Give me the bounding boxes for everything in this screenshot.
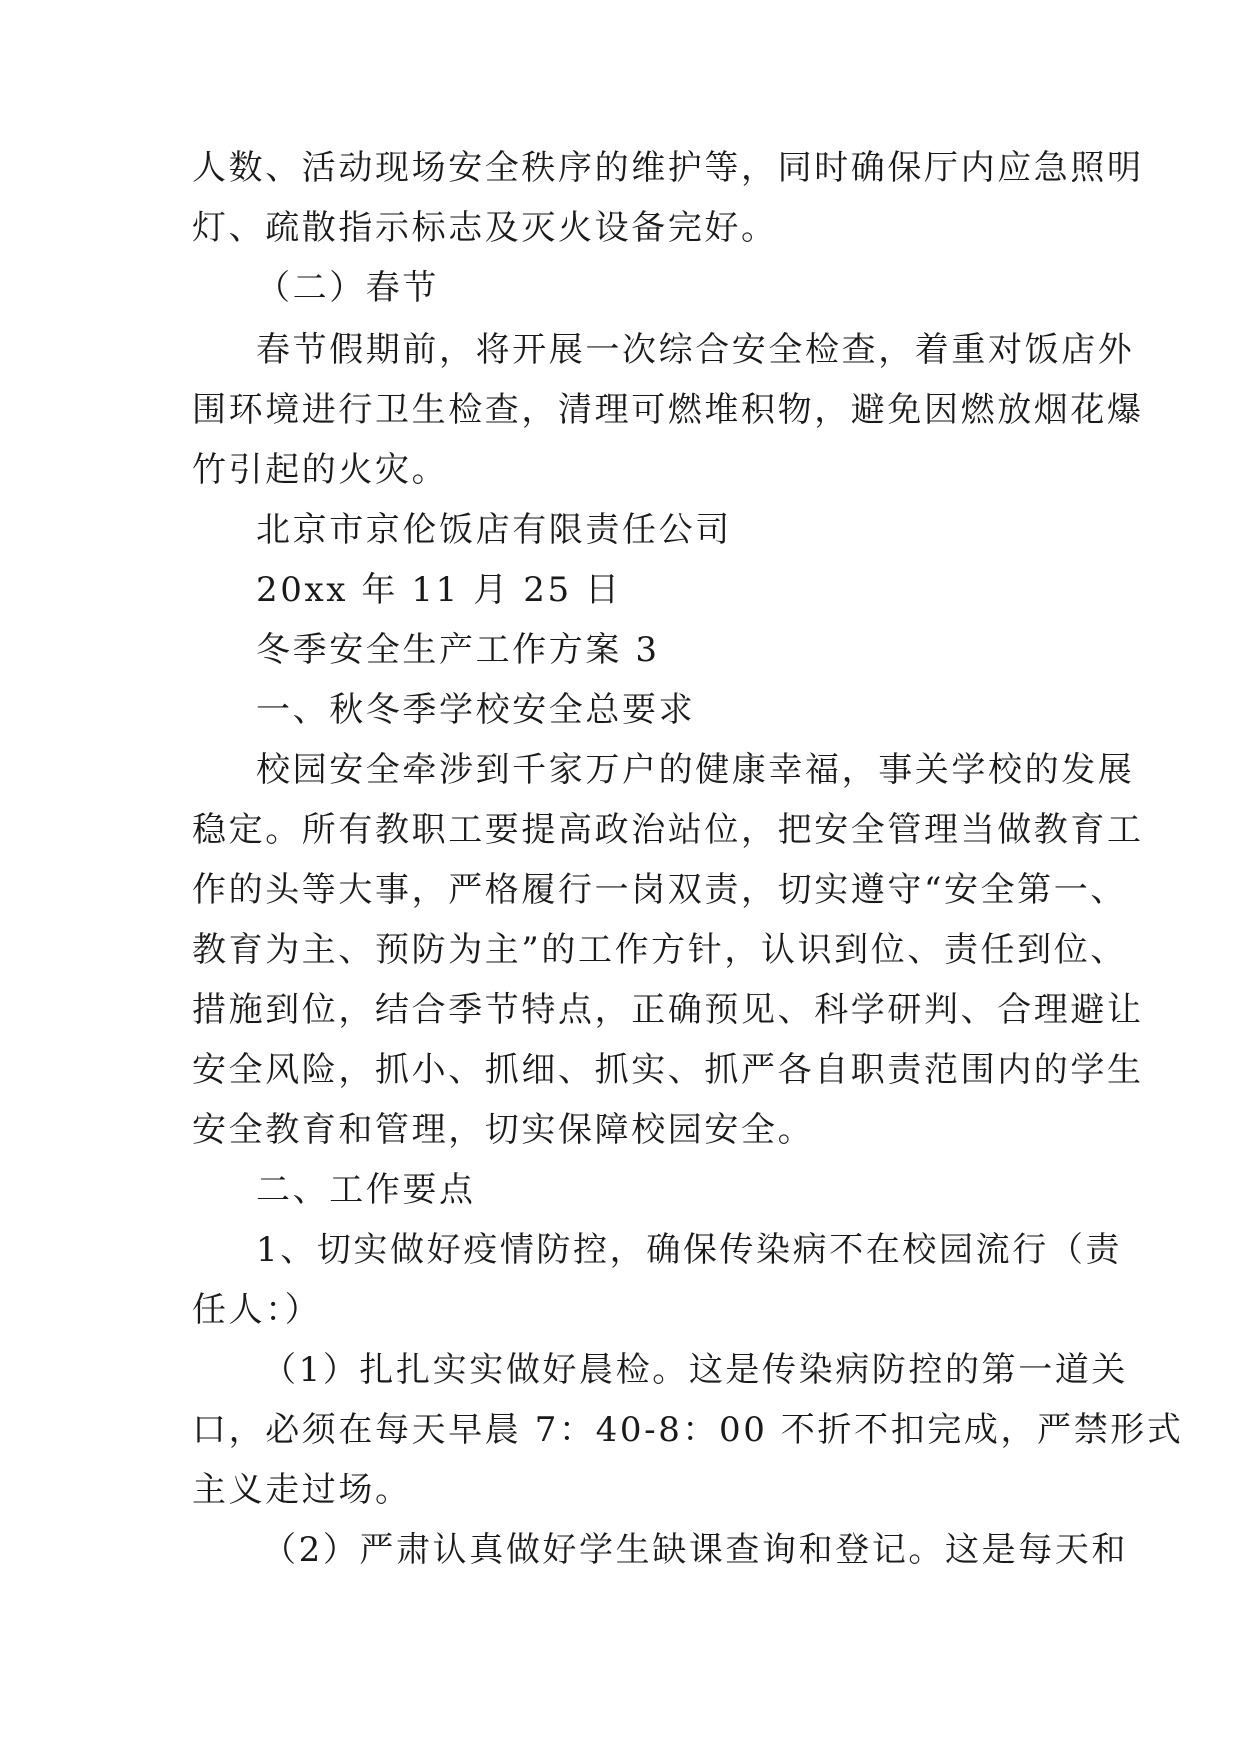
document-date: 20xx 年 11 月 25 日 [256, 570, 622, 610]
section-heading: （二）春节 [256, 268, 439, 308]
text-line: 围环境进行卫生检查，清理可燃堆积物，避免因燃放烟花爆 [192, 390, 1144, 430]
section-heading: 一、秋冬季学校安全总要求 [256, 690, 696, 730]
company-name: 北京市京伦饭店有限责任公司 [256, 510, 732, 550]
text-line: 安全风险，抓小、抓细、抓实、抓严各自职责范围内的学生 [192, 1050, 1144, 1090]
text-line: 春节假期前，将开展一次综合安全检查，着重对饭店外 [256, 330, 1135, 370]
text-line: 口，必须在每天早晨 7：40-8：00 不折不扣完成，严禁形式 [192, 1410, 1184, 1450]
text-line: 教育为主、预防为主”的工作方针，认识到位、责任到位、 [192, 930, 1127, 970]
text-line: 灯、疏散指示标志及灭火设备完好。 [192, 208, 778, 248]
text-line: 措施到位，结合季节特点，正确预见、科学研判、合理避让 [192, 990, 1144, 1030]
text-line: 主义走过场。 [192, 1470, 412, 1510]
text-line: 安全教育和管理，切实保障校园安全。 [192, 1110, 815, 1150]
text-line: （2）严肃认真做好学生缺课查询和登记。这是每天和 [262, 1530, 1129, 1570]
text-line: 1、切实做好疫情防控，确保传染病不在校园流行（责 [256, 1230, 1123, 1270]
text-line: 作的头等大事，严格履行一岗双责，切实遵守“安全第一、 [192, 870, 1127, 910]
text-line: （1）扎扎实实做好晨检。这是传染病防控的第一道关 [262, 1350, 1129, 1390]
text-line: 稳定。所有教职工要提高政治站位，把安全管理当做教育工 [192, 810, 1144, 850]
document-title: 冬季安全生产工作方案 3 [256, 630, 660, 670]
text-line: 竹引起的火灾。 [192, 450, 449, 490]
section-heading: 二、工作要点 [256, 1170, 476, 1210]
text-line: 校园安全牵涉到千家万户的健康幸福，事关学校的发展 [256, 750, 1135, 790]
text-line: 人数、活动现场安全秩序的维护等，同时确保厅内应急照明 [192, 148, 1144, 188]
text-line: 任人：） [192, 1290, 322, 1330]
